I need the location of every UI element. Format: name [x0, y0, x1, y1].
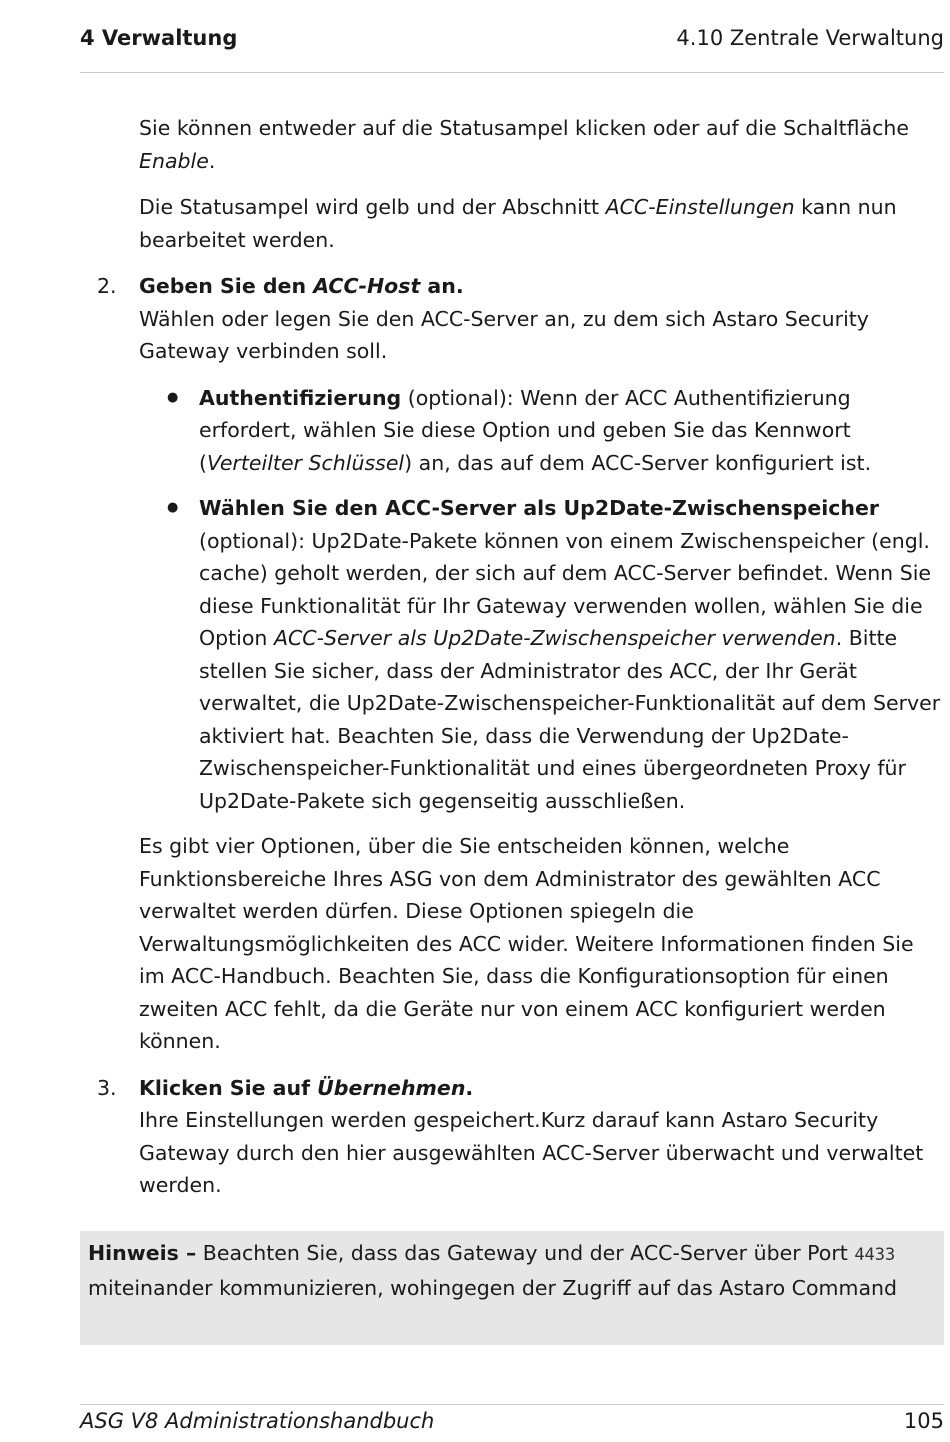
section-title: 4.10 Zentrale Verwaltung [676, 26, 944, 50]
enable-term: Enable [139, 148, 209, 173]
step-text: Ihre Einstellungen werden gespeichert.Kurz darauf kann Astaro Security Gateway durch den hier ausgewählten ACC-Server überwacht und verwaltet werden. [139, 1108, 924, 1197]
page-number: 105 [903, 1409, 944, 1433]
step-number: 2. [97, 274, 117, 298]
intro-paragraph-1: Sie können entweder auf die Statusampel klicken oder auf die Schaltfläche Enable. [139, 116, 909, 173]
main-content [97, 112, 944, 1216]
options-list [199, 382, 944, 818]
intro-paragraph-2: Die Statusampel wird gelb und der Abschnitt ACC-Einstellungen kann nun bearbeitet werden. [139, 195, 897, 252]
list-item: ● Wählen Sie den ACC-Server als Up2Date-Zwischenspeicher (optional): Up2Date-Pakete können von einem Zwischenspeicher (engl. cache) geholt werden, der sich auf dem ACC-Server befindet. Wenn Sie diese Funktionalität für Ihr Gateway verwenden wollen, wählen Sie die Option ACC-Server als Up2Date-Zwischenspeicher verwenden. Bitte stellen Sie sicher, dass der Administrator des ACC, der Ihr Gerät verwaltet, die Up2Date-Zwischenspeicher-Funktionalität auf dem Server aktiviert hat. Beachten Sie, dass die Verwendung der Up2Date-Zwischenspeicher-Funktionalität und eines übergeordneten Proxy für Up2Date-Pakete sich gegenseitig ausschließen. [199, 492, 944, 817]
step-number: 3. [97, 1075, 117, 1100]
chapter-title: 4 Verwaltung [80, 26, 238, 50]
step-title: Geben Sie den ACC-Host an. [139, 274, 464, 298]
step-2 [97, 270, 944, 368]
options-paragraph: Es gibt vier Optionen, über die Sie entscheiden können, welche Funktionsbereiche Ihres ASG von dem Administrator des gewählten ACC verwaltet werden dürfen. Diese Optionen spiegeln die Verwaltungsmöglichkeiten des ACC wider. Weitere Informationen finden Sie im ACC-Handbuch. Beachten Sie, dass die Konfigurationsoption für einen zweiten ACC fehlt, da die Geräte nur von einem ACC konfiguriert werden können. [139, 834, 914, 1053]
document-title: ASG V8 Administrationshandbuch [80, 1409, 435, 1433]
acc-settings-term: ACC-Einstellungen [605, 195, 795, 219]
step-title: Klicken Sie auf Übernehmen. [139, 1075, 474, 1100]
note-label: Hinweis – [88, 1241, 197, 1265]
note-box: Hinweis – Beachten Sie, dass das Gateway und der ACC-Server über Port 4433 miteinander kommunizieren, wohingegen der Zugriff auf das Astaro Command [80, 1231, 944, 1345]
page-footer [80, 1404, 944, 1433]
step-3 [97, 1072, 944, 1202]
port-number: 4433 [854, 1245, 896, 1265]
step-text: Wählen oder legen Sie den ACC-Server an, zu dem sich Astaro Security Gateway verbinden soll. [139, 306, 869, 363]
page-header [80, 24, 944, 73]
list-item: ● Authentifizierung (optional): Wenn der ACC Authentifizierung erfordert, wählen Sie diese Option und geben Sie das Kennwort (Verteilter Schlüssel) an, das auf dem ACC-Server konfiguriert ist. [199, 382, 944, 480]
